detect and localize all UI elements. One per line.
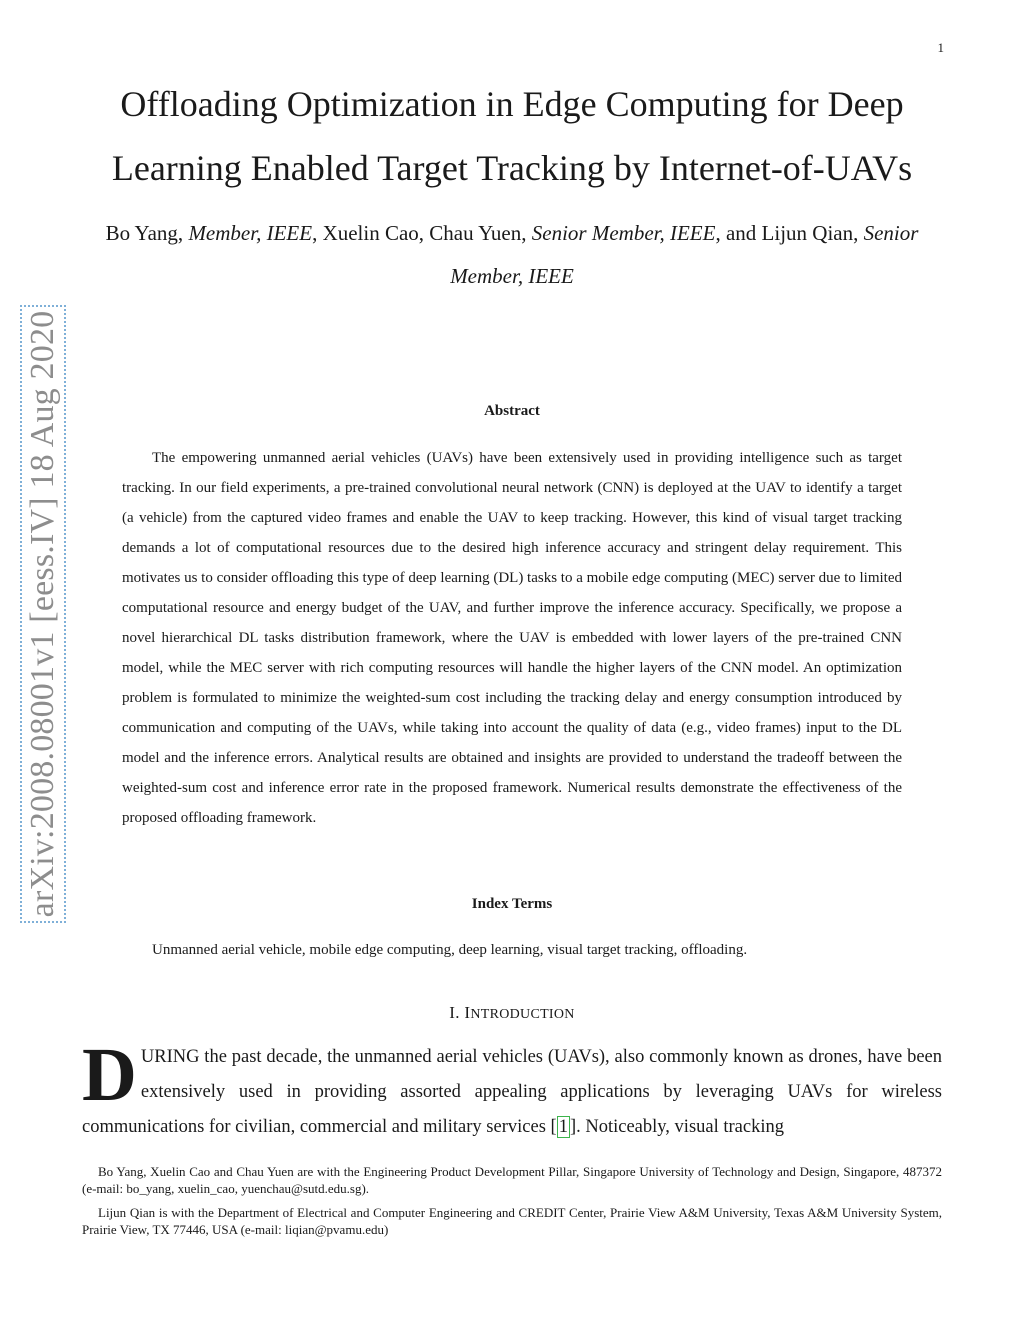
intro-text: URING the past decade, the unmanned aerial vehicles (UAVs), also commonly known as drones, have been extensively used in providing assorted appealing applications by leveraging UAVs for wireless communications for civilian, commercial and military services [ [82, 1047, 942, 1137]
section-title-rest: NTRODUCTION [470, 1007, 575, 1022]
arxiv-stamp-text: arXiv:2008.08001v1 [eess.IV] 18 Aug 2020 [24, 310, 61, 918]
index-terms-body: Unmanned aerial vehicle, mobile edge computing, deep learning, visual target tracking, offloading. [152, 942, 748, 958]
author-list [90, 212, 934, 298]
author-1-name: Bo Yang, [105, 221, 189, 245]
paper-title [60, 72, 964, 200]
arxiv-stamp[interactable] [20, 305, 66, 923]
index-terms-heading: Index Terms [471, 896, 553, 912]
citation-link[interactable]: 1 [558, 1117, 568, 1137]
intro-paragraph [82, 1033, 942, 1145]
author-1-role: Member, IEEE [188, 221, 313, 245]
intro-text-continued: ]. Noticeably, visual tracking [569, 1117, 784, 1137]
section-title-initial: I [464, 1003, 471, 1022]
abstract-body: The empowering unmanned aerial vehicles (UAVs) have been extensively used in providing intelligence such as target tracking. In our field experiments, a pre-trained convolutional neural network (CNN) is deployed at the UAV to identify a target (a vehicle) from the captured video frames and enable the UAV to keep tracking. However, this kind of visual target tracking demands a lot of computational resources due to the desired high inference accuracy and stringent delay requirement. This motivates us to consider offloading this type of deep learning (DL) tasks to a mobile edge computing (MEC) server due to limited computational resource and energy budget of the UAV, and further improve the inference accuracy. Specifically, we propose a novel hierarchical DL tasks distribution framework, where the UAV is embedded with lower layers of the pre-trained CNN model, while the MEC server with rich computing resources will handle the higher layers of the CNN model. An optimization problem is formulated to minimize the weighted-sum cost including the tracking delay and energy consumption introduced by communication and computing of the UAVs, while taking into account the quality of data (e.g., video frames) input to the DL model and the inference errors. Analytical results are obtained and insights are provided to understand the tradeoff between the weighted-sum cost and inference error rate in the proposed framework. Numerical results demonstrate the effectiveness of the proposed offloading framework. [122, 450, 902, 826]
title-line-1: Offloading Optimization in Edge Computing for Deep [120, 84, 904, 124]
drop-cap: D [82, 1033, 137, 1117]
abstract-heading: Abstract [484, 403, 540, 419]
author-3-name: , and Lijun Qian, [715, 221, 864, 245]
author-2-role: Senior Member, IEEE [531, 221, 716, 245]
section-number: I. [449, 1003, 465, 1022]
author-3-role: Senior Member, IEEE [450, 221, 919, 288]
section-heading [0, 1003, 1024, 1023]
page-number: 1 [937, 40, 944, 55]
author-2-name: , Xuelin Cao, Chau Yuen, [312, 221, 532, 245]
footnote-affiliation-2: Lijun Qian is with the Department of Electrical and Computer Engineering and CREDIT Center, Prairie View A&M University, Texas A&M University System, Prairie View, TX 77446, USA (e-mail: liqian@pvamu.edu) [82, 1205, 942, 1237]
title-line-2: Learning Enabled Target Tracking by Internet-of-UAVs [111, 148, 913, 188]
footnote-affiliation-1: Bo Yang, Xuelin Cao and Chau Yuen are with the Engineering Product Development Pillar, Singapore University of Technology and Design, Singapore, 487372 (e-mail: bo_yang, xuelin_cao, yuenchau@sutd.edu.sg). [82, 1164, 942, 1196]
